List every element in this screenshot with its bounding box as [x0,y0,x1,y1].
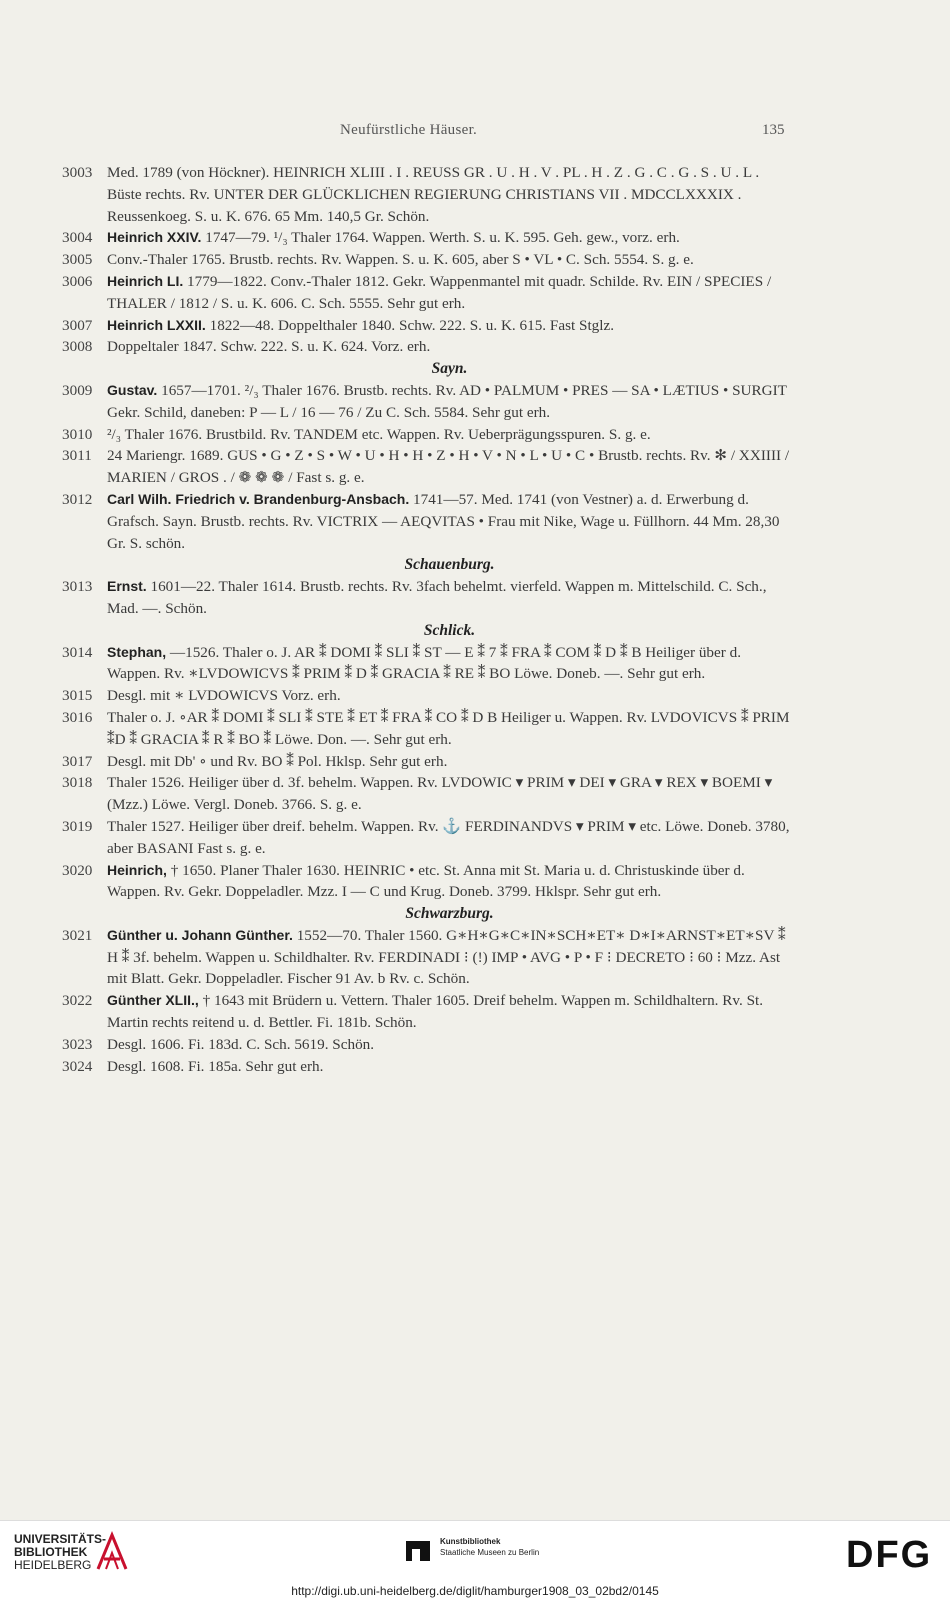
entry-text: Thaler 1527. Heiliger über dreif. behelm. Wappen. Rv. ⚓ FERDINANDVS ▾ PRIM ▾ etc. Löwe. Doneb. 3780, aber BASANI Fast s. g. e. [107,817,790,857]
running-header [0,122,950,146]
section-heading: Schwarzburg. [405,905,494,923]
entry-number: 3015 [62,687,93,705]
catalog-entries [62,162,792,1077]
entry-number: 3024 [62,1057,93,1075]
entry-number: 3004 [62,229,93,247]
entry-text: 1747—79. ¹/₃ Thaler 1764. Wappen. Werth. S. u. K. 595. Geh. gew., vorz. erh. [201,229,680,247]
entry-text: Thaler 1526. Heiliger über d. 3f. behelm. Wappen. Rv. LVDOWIC ▾ PRIM ▾ DEI ▾ GRA ▾ REX ▾ BOEMI ▾ (Mzz.) Löwe. Vergl. Doneb. 3766. S. g. e. [107,774,773,814]
permalink-url[interactable]: http://digi.ub.uni-heidelberg.de/diglit/hamburger1908_03_02bd2/0145 [291,1584,659,1598]
catalog-entry [62,380,792,424]
kb-line-2: Staatliche Museen zu Berlin [440,1548,540,1557]
catalog-entry [62,751,792,773]
entry-number: 3018 [62,774,93,792]
entry-number: 3012 [62,490,93,508]
entry-number: 3017 [62,752,93,770]
entry-text: 24 Mariengr. 1689. GUS • G • Z • S • W • U • H • H • Z • H • V • N • L • U • C • Brustb. rechts. Rv. ✻ / XXIIII / MARIEN / GROS . / ❁ ❁ ❁ / Fast s. g. e. [107,447,790,487]
entry-number: 3016 [62,708,93,726]
entry-text: Med. 1789 (von Höckner). HEINRICH XLIII . I . REUSS GR . U . H . V . PL . H . Z . G . C . G . S . U . L . Büste rechts. Rv. UNTER DER GLÜCKLICHEN REGIERUNG CHRISTIANS VII . MDCCLXXXIX . Reussenkoeg. S. u. K. 676. 65 Mm. 140,5 Gr. Schön. [107,164,760,225]
heidelberg-library-icon [92,1529,132,1573]
catalog-entry [62,860,792,904]
entry-name: Ernst. [107,578,147,595]
entry-name: Heinrich LI. [107,272,184,289]
entry-text: 1822—48. Doppelthaler 1840. Schw. 222. S. u. K. 615. Fast Stglz. [205,316,615,334]
entry-number: 3011 [62,447,92,465]
kb-line-1: Kunstbibliothek [440,1537,501,1546]
entry-number: 3022 [62,992,93,1010]
catalog-entry [62,925,792,990]
entry-text: 1552—70. Thaler 1560. G∗H∗G∗C∗IN∗SCH∗ET∗ D∗I∗ARNST∗ET∗SV ⁑ H ⁑ 3f. behelm. Wappen u. Schildhalter. Rv. FERDINADI ⁝ (!) IMP • AVG • P • F ⁝ DECRETO ⁝ 60 ⁝ Mzz. Ast mit Blatt. Gekr. Doppeladler. Fischer 91 Av. b Rv. c. Schön. [107,926,786,988]
entry-number: 3007 [62,316,93,334]
catalog-entry [62,990,792,1034]
catalog-entry [62,685,792,707]
entry-name: Carl Wilh. Friedrich v. Brandenburg-Ansbach. [107,490,410,507]
catalog-entry [62,576,792,620]
section-heading: Schauenburg. [404,556,495,574]
uni-line-2: BIBLIOTHEK [14,1545,88,1559]
entry-text: Desgl. mit Db' ∘ und Rv. BO ⁑ Pol. Hklsp. Sehr gut erh. [107,752,448,770]
catalog-entry [62,315,792,337]
catalog-entry [62,1034,792,1056]
entry-name: Heinrich XXIV. [107,229,202,246]
entry-number: 3023 [62,1035,93,1053]
entry-name: Heinrich, [107,861,167,878]
catalog-entry [62,707,792,751]
footer-bar [0,1520,950,1601]
uni-line-3: HEIDELBERG [14,1558,92,1572]
entry-text: 1601—22. Thaler 1614. Brustb. rechts. Rv. 3fach behelmt. vierfeld. Wappen m. Mittelschild. C. Sch., Mad. —. Schön. [107,578,767,617]
entry-text: Conv.-Thaler 1765. Brustb. rechts. Rv. Wappen. S. u. K. 605, aber S • VL • C. Sch. 5554. S. g. e. [107,251,694,269]
catalog-entry [62,424,792,446]
kunstbibliothek-icon [404,1537,432,1563]
entry-name: Stephan, [107,643,167,660]
kunstbibliothek-text[interactable] [440,1536,539,1558]
catalog-entry [62,162,792,227]
entry-number: 3008 [62,338,93,356]
catalog-entry [62,642,792,686]
uni-line-1: UNIVERSITÄTS- [14,1532,107,1546]
entry-number: 3014 [62,643,93,661]
catalog-entry [62,816,792,860]
catalog-entry [62,772,792,816]
entry-number: 3003 [62,164,93,181]
dfg-logo[interactable]: DFG [846,1534,933,1576]
entry-number: 3019 [62,817,93,835]
catalog-entry [62,336,792,358]
entry-text: † 1650. Planer Thaler 1630. HEINRIC • etc. St. Anna mit St. Maria u. d. Christuskinde über d. Wappen. Rv. Gekr. Doppeladler. Mzz. I — C und Krug. Doneb. 3799. Hklspr. Sehr gut erh. [107,861,745,901]
entry-text: 1779—1822. Conv.-Thaler 1812. Gekr. Wappenmantel mit quadr. Schilde. Rv. EIN / SPECIES / THALER / 1812 / S. u. K. 606. C. Sch. 5555. Sehr gut erh. [107,272,772,312]
entry-name: Heinrich LXXII. [107,316,206,333]
entry-text: Desgl. 1606. Fi. 183d. C. Sch. 5619. Schön. [107,1035,375,1053]
entry-text: ²/₃ Thaler 1676. Brustbild. Rv. TANDEM etc. Wappen. Rv. Ueberprägungsspuren. S. g. e. [107,425,651,443]
section-heading: Sayn. [431,360,468,378]
catalog-entry [62,271,792,315]
entry-number: 3020 [62,861,93,879]
entry-text: Doppeltaler 1847. Schw. 222. S. u. K. 624. Vorz. erh. [107,338,431,356]
entry-name: Günther XLII., [107,992,199,1009]
entry-number: 3010 [62,425,93,443]
entry-text: † 1643 mit Brüdern u. Vettern. Thaler 1605. Dreif behelm. Wappen m. Schildhaltern. Rv. St. Martin rechts reitend u. d. Bettler. Fi. 181b. Schön. [107,992,764,1032]
entry-text: 1741—57. Med. 1741 (von Vestner) a. d. Erwerbung d. Grafsch. Sayn. Brustb. rechts. Rv. VICTRIX — AEQVITAS • Frau mit Nike, Wage u. Füllhorn. 44 Mm. 28,30 Gr. S. schön. [107,490,780,552]
entry-number: 3021 [62,926,93,944]
entry-number: 3005 [62,251,93,269]
page-number: 135 [762,122,785,138]
entry-number: 3006 [62,272,93,290]
entry-name: Günther u. Johann Günther. [107,926,293,943]
section-heading: Schlick. [423,621,476,639]
entry-text: Thaler o. J. ∘AR ⁑ DOMI ⁑ SLI ⁑ STE ⁑ ET ⁑ FRA ⁑ CO ⁑ D B Heiliger u. Wappen. Rv. LVDOVICVS ⁑ PRIM ⁑D ⁑ GRACIA ⁑ R ⁑ BO ⁑ Löwe. Don. —. Sehr gut erh. [107,708,790,748]
entry-number: 3009 [62,381,93,399]
entry-text: 1657—1701. ²/₃ Thaler 1676. Brustb. rechts. Rv. AD • PALMUM • PRES — SA • LÆTIUS • SURGIT Gekr. Schild, daneben: P — L / 16 — 76 / Zu C. Sch. 5584. Sehr gut erh. [107,381,787,421]
entry-number: 3013 [62,578,93,596]
header-title: Neufürstliche Häuser. [340,122,478,138]
entry-text: —1526. Thaler o. J. AR ⁑ DOMI ⁑ SLI ⁑ ST — E ⁑ 7 ⁑ FRA ⁑ COM ⁑ D ⁑ B Heiliger über d. Wappen. Rv. ∗LVDOWICVS ⁑ PRIM ⁑ D ⁑ GRACIA ⁑ RE ⁑ BO Löwe. Doneb. —. Sehr gut erh. [107,643,741,683]
entry-name: Gustav. [107,381,158,398]
catalog-entry [62,227,792,249]
catalog-entry [62,1056,792,1078]
entry-text: Desgl. 1608. Fi. 185a. Sehr gut erh. [107,1057,324,1075]
catalog-entry [62,445,792,489]
entry-text: Desgl. mit ∗ LVDOWICVS Vorz. erh. [107,687,341,705]
catalog-entry [62,249,792,271]
catalog-entry [62,489,792,554]
